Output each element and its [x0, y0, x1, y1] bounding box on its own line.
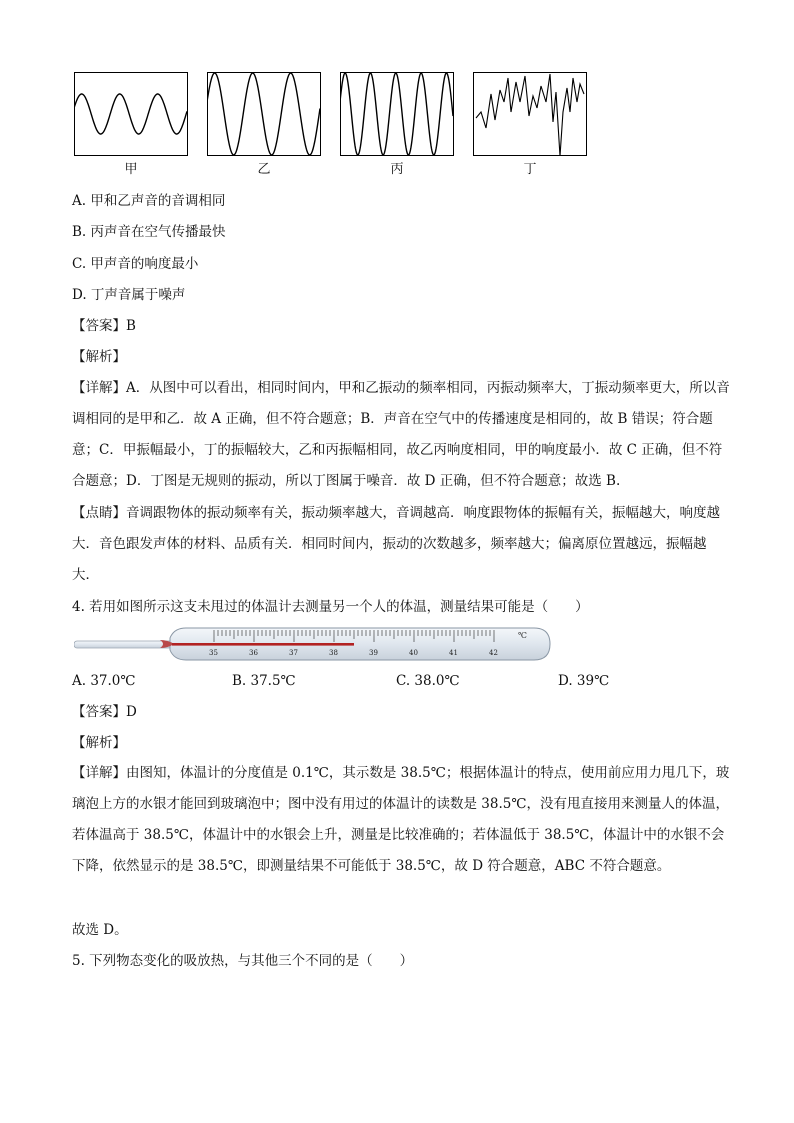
q3-analysis-heading: 【解析】: [72, 349, 126, 365]
scale-label-35: 35: [209, 649, 218, 657]
q4-option-a: A. 37.0℃: [72, 673, 136, 689]
waveform-bing: [340, 72, 454, 156]
q4-question: 4. 若用如图所示这支未甩过的体温计去测量另一个人的体温，测量结果可能是（ ）: [72, 599, 589, 615]
q3-option-b: B. 丙声音在空气传播最快: [72, 224, 226, 240]
waveform-ding: [473, 72, 587, 156]
q3-note: 【点睛】音调跟物体的振动频率有关，振动频率越大，音调越高．响度跟物体的振幅有关，振幅越大，响度越大．音色跟发声体的材料、品质有关．相同时间内，振动的次数越多，频率越大；偏离原位置越远，振幅越大．: [72, 505, 720, 583]
q5-question: 5. 下列物态变化的吸放热，与其他三个不同的是（ ）: [72, 953, 414, 969]
scale-label-40: 40: [409, 649, 418, 657]
scale-label-39: 39: [369, 649, 378, 657]
q4-analysis-heading: 【解析】: [72, 735, 126, 751]
q3-option-d: D. 丁声音属于噪声: [72, 287, 186, 303]
scale-label-37: 37: [289, 649, 298, 657]
scale-label-42: 42: [489, 649, 498, 657]
waveform-figures: [74, 72, 594, 182]
waveform-label-yi: 乙: [257, 162, 271, 177]
waveform-label-ding: 丁: [523, 162, 537, 177]
thermometer-figure: [74, 624, 554, 668]
waveform-label-jia: 甲: [124, 162, 138, 177]
mercury-column: [172, 643, 354, 646]
q3-detail: 【详解】A．从图中可以看出，相同时间内，甲和乙振动的频率相同，丙振动频率大，丁振动频率更大，所以音调相同的是甲和乙．故 A 正确，但不符合题意；B．声音在空气中的传播速度是相同的，故 B 错误；符合题意；C．甲振幅最小，丁的振幅较大，乙和丙振幅相同，故乙丙响度相同，甲的响度最小．故 C 正确，但不符合题意；D．丁图是无规则的振动，所以丁图属于噪音．故 D 正确，但不符合题意；故选 B.: [72, 380, 730, 489]
q4-answer: 【答案】D: [72, 704, 137, 720]
thermometer-stem: [74, 641, 174, 648]
waveform-yi: [207, 72, 321, 156]
scale-label-38: 38: [329, 649, 338, 657]
thermometer-unit: ℃: [518, 631, 527, 640]
scale-label-36: 36: [249, 649, 258, 657]
q4-option-d: D. 39℃: [558, 673, 610, 689]
q3-option-a: A. 甲和乙声音的音调相同: [72, 193, 226, 209]
scale-label-41: 41: [449, 649, 458, 657]
waveform-label-bing: 丙: [390, 162, 404, 177]
q4-option-c: C. 38.0℃: [396, 673, 460, 689]
waveform-jia: [74, 72, 188, 156]
q4-conclusion: 故选 D。: [72, 922, 128, 938]
q4-option-b: B. 37.5℃: [232, 673, 296, 689]
q3-option-c: C. 甲声音的响度最小: [72, 256, 199, 272]
q3-answer: 【答案】B: [72, 318, 136, 334]
q4-detail: 【详解】由图知，体温计的分度值是 0.1℃，其示数是 38.5℃；根据体温计的特点，使用前应用力甩几下，玻璃泡上方的水银才能回到玻璃泡中；图中没有用过的体温计的读数是 38.5℃，没有甩直接用来测量人的体温，若体温高于 38.5℃，体温计中的水银会上升，测量是比较准确的；若体温低于 38.5℃，体温计中的水银不会下降，依然显示的是 38.5℃，即测量结果不可能低于 38.5℃，故 D 符合题意，ABC 不符合题意。: [72, 765, 730, 874]
